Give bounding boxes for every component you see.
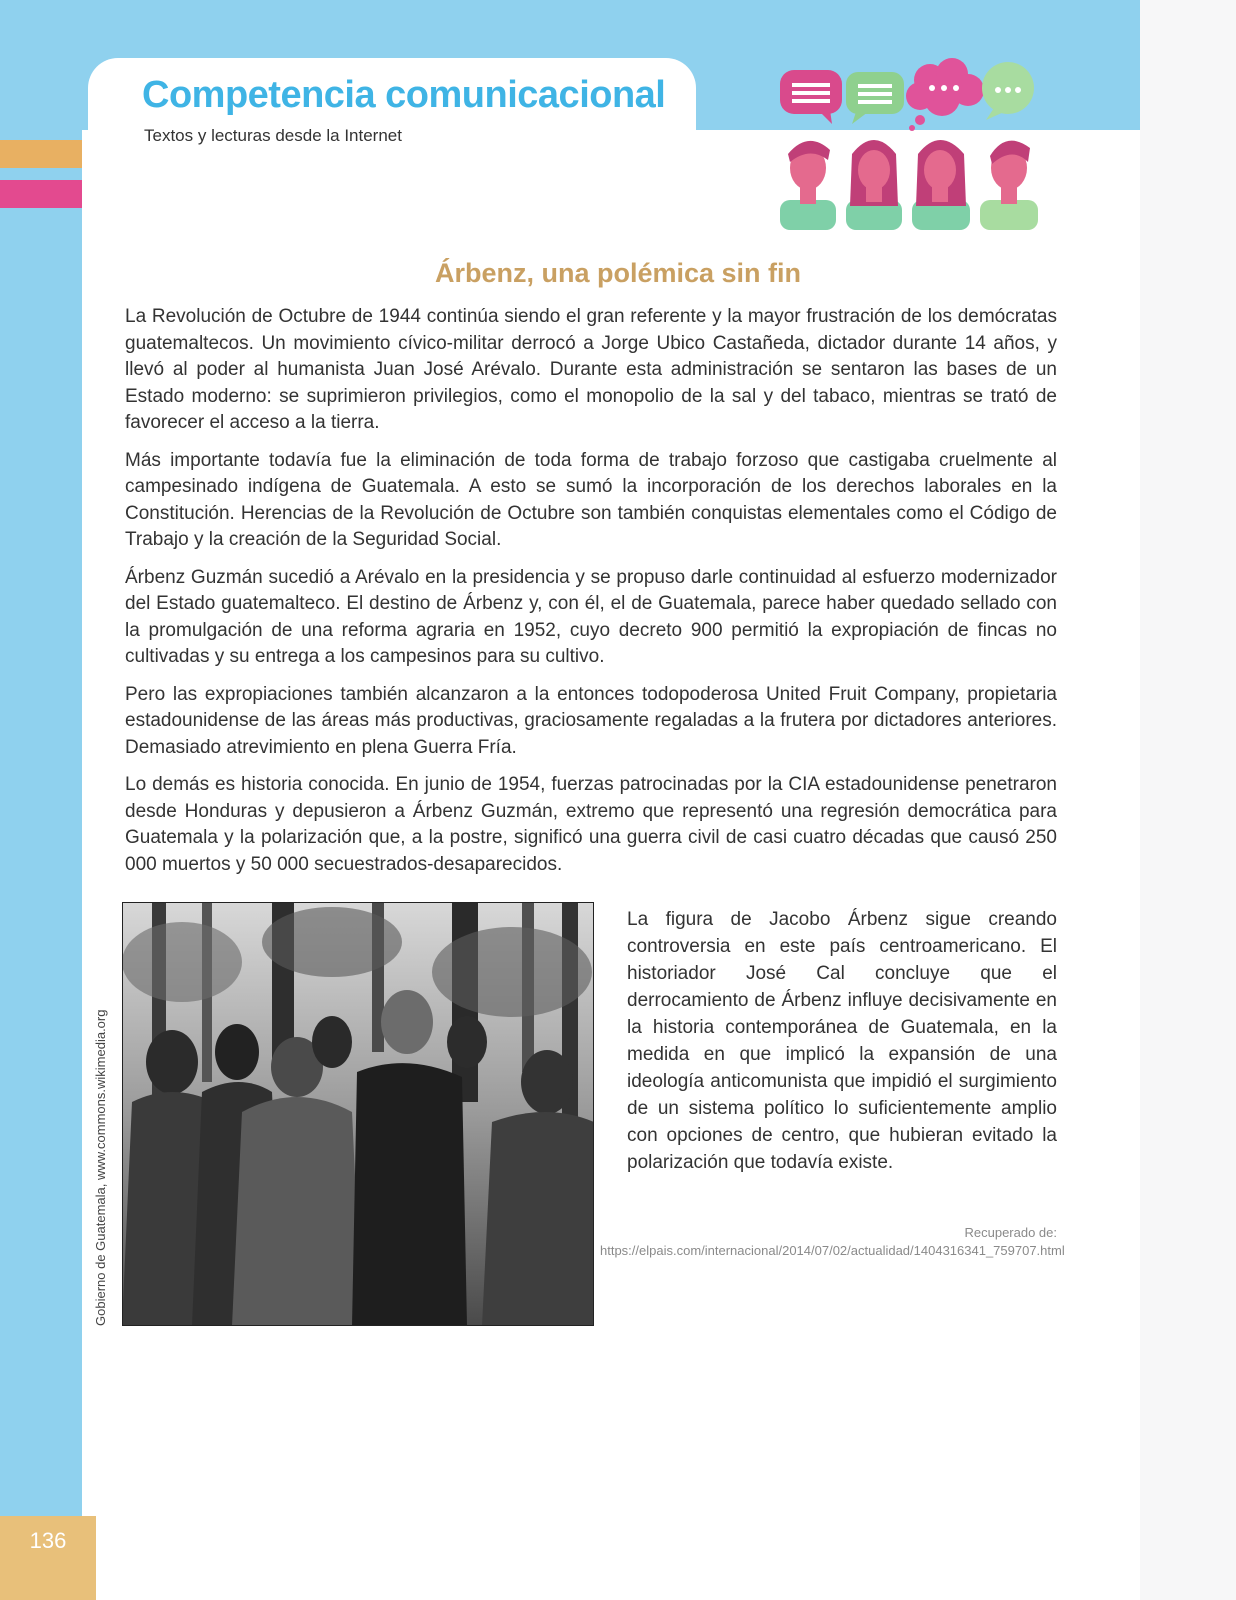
page-number: 136 xyxy=(29,1528,67,1553)
section-subtitle: Textos y lecturas desde la Internet xyxy=(144,126,402,145)
thought-bubble-pink-icon xyxy=(906,58,984,131)
sidebar-band xyxy=(0,0,82,1600)
section-title: Competencia comunicacional xyxy=(142,74,666,116)
article-title: Árbenz, una polémica sin fin xyxy=(434,258,802,288)
sidebar-stripe-orange xyxy=(0,140,82,168)
side-paragraph: La figura de Jacobo Árbenz sigue creando controversia en este país centroamericano. El historiador José Cal concluye que el derrocamiento de Árbenz influye decisivamente en la historia contemporánea de Guatemala, en la medida en que implicó la expansión de una ideología anticomunista que impidió el surgimiento de un sistema político lo suficientemente amplio con opciones de centro, que hubieran evitado la polarización que todavía existe. xyxy=(627,909,1057,1173)
person-icon xyxy=(912,140,970,230)
paragraph: La Revolución de Octubre de 1944 continúa siendo el gran referente y la mayor frustración de los demócratas guatemaltecos. Un movimiento cívico-militar derrocó a Jorge Ubico Castañeda, dictador durante 14 años, y llevó al poder al humanista Juan José Arévalo. Durante esta administración se sentaron las bases de un Estado moderno: se suprimieron privilegios, como el monopolio de la sal y del tabaco, mientras se trató de favorecer el acceso a la tierra. xyxy=(125,306,1057,433)
page-edge xyxy=(1140,0,1236,1600)
speech-bubble-green-icon xyxy=(846,72,904,124)
chat-people-illustration xyxy=(780,50,1050,230)
photo-credit: Gobierno de Guatemala, www.commons.wikimedia.org xyxy=(93,1009,108,1326)
speech-bubble-pink-icon xyxy=(780,70,842,124)
paragraph: Más importante todavía fue la eliminación de toda forma de trabajo forzoso que castigaba cruelmente al campesinado indígena de Guatemala. A esto se sumó la incorporación de los derechos laborales en la Constitución. Herencias de la Revolución de Octubre son también conquistas elementales como el Código de Trabajo y la creación de la Seguridad Social. xyxy=(125,449,1057,550)
paragraph: Árbenz Guzmán sucedió a Arévalo en la presidencia y se propuso darle continuidad al esfuerzo modernizador del Estado guatemalteco. El destino de Árbenz y, con él, el de Guatemala, parece haber quedado sellado con la promulgación de una reforma agraria en 1952, cuyo decreto 900 permitió la expropiación de fincas no cultivadas y su entrega a los campesinos para su cultivo. xyxy=(125,566,1057,667)
person-icon xyxy=(780,141,836,230)
paragraph: Lo demás es historia conocida. En junio de 1954, fuerzas patrocinadas por la CIA estadounidense penetraron desde Honduras y depusieron a Árbenz Guzmán, extremo que representó una regresión democrática para Guatemala y la polarización que, a la postre, significó una guerra civil de casi cuatro décadas que causó 250 000 muertos y 50 000 secuestrados-desaparecidos. xyxy=(125,774,1057,875)
historical-photo xyxy=(122,902,594,1326)
speech-bubble-green-dots-icon xyxy=(982,62,1034,120)
article-body xyxy=(125,304,1057,889)
sidebar-stripe-pink xyxy=(0,180,82,208)
paragraph: Pero las expropiaciones también alcanzaron a la entonces todopoderosa United Fruit Company, propietaria estadounidense de las áreas más productivas, graciosamente regaladas a la frutera por dictadores anteriores. Demasiado atrevimiento en plena Guerra Fría. xyxy=(125,683,1057,758)
person-icon xyxy=(980,141,1038,230)
person-icon xyxy=(846,140,902,230)
source-citation: Recuperado de: https://elpais.com/internacional/2014/07/02/actualidad/1404316341_759707.html xyxy=(600,1225,1065,1258)
